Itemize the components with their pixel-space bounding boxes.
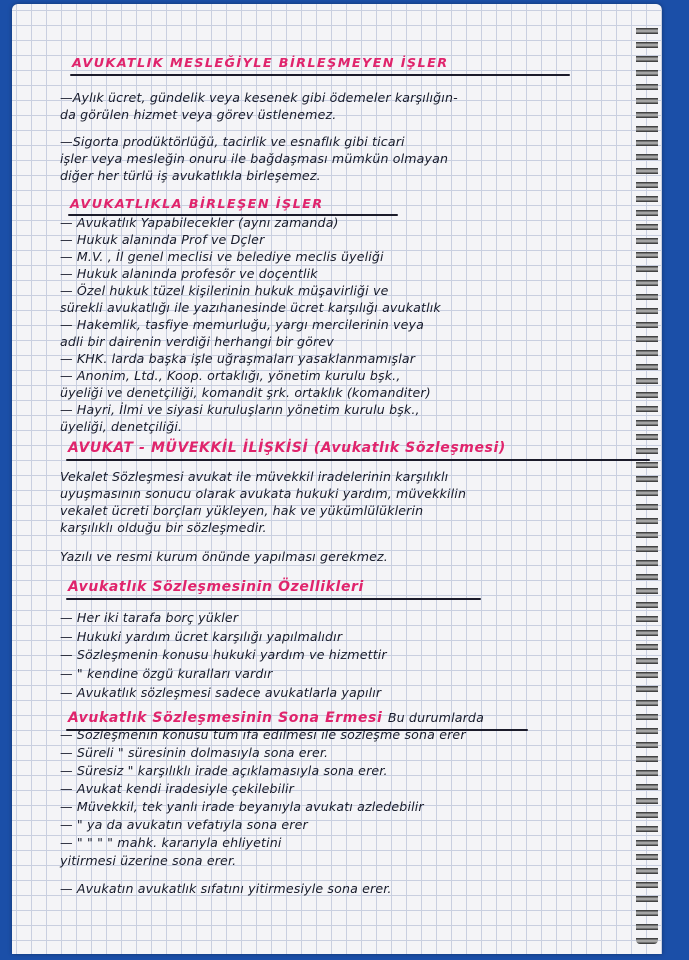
heading-underline xyxy=(70,74,570,76)
text-line: — Avukatın avukatlık sıfatını yitirmesiyle sona erer. xyxy=(60,881,392,896)
text-line: da görülen hizmet veya görev üstlenemez. xyxy=(60,107,337,122)
text-line: uyuşmasının sonucu olarak avukata hukuki yardım, müvekkilin xyxy=(60,486,467,501)
text-line: — Sözleşmenin konusu hukuki yardım ve hizmettir xyxy=(60,647,387,662)
text-line: — Hayri, İlmi ve siyasi kuruluşların yönetim kurulu bşk., xyxy=(60,402,420,417)
text-line: üyeliği, denetçiliği. xyxy=(60,419,183,434)
text-line: karşılıklı olduğu bir sözleşmedir. xyxy=(60,520,267,535)
heading-lawyer-client: AVUKAT - MÜVEKKİL İLİŞKİSİ (Avukatlık Sözleşmesi) xyxy=(68,440,506,456)
text-line: — Hukuki yardım ücret karşılığı yapılmalıdır xyxy=(60,629,343,644)
text-line: — Müvekkil, tek yanlı irade beyanıyla avukatı azledebilir xyxy=(60,799,424,814)
text-line: — Sözleşmenin konusu tüm ifa edilmesi ile sözleşme sona erer xyxy=(60,727,466,742)
heading-contract-features: Avukatlık Sözleşmesinin Özellikleri xyxy=(68,579,364,595)
text-line: — Özel hukuk tüzel kişilerinin hukuk müşavirliği ve xyxy=(60,283,389,298)
text-line: — Avukat kendi iradesiyle çekilebilir xyxy=(60,781,294,796)
heading-connectable-jobs: AVUKATLIKLA BİRLEŞEN İŞLER xyxy=(70,197,324,212)
text-line: — Avukatlık sözleşmesi sadece avukatlarla yapılır xyxy=(60,685,382,700)
text-line: yitirmesi üzerine sona erer. xyxy=(60,853,237,868)
text-line: vekalet ücreti borçları yükleyen, hak ve yükümlülüklerin xyxy=(60,503,424,518)
text-line: —Sigorta prodüktörlüğü, tacirlik ve esnaflık gibi ticari xyxy=(60,134,405,149)
text-line: — Hakemlik, tasfiye memurluğu, yargı mercilerinin veya xyxy=(60,317,424,332)
heading-contract-termination xyxy=(68,710,658,726)
text-line: — KHK. larda başka işle uğraşmaları yasaklanmamışlar xyxy=(60,351,416,366)
heading-underline xyxy=(66,459,650,461)
text-line: işler veya mesleğin onuru ile bağdaşması mümkün olmayan xyxy=(60,151,449,166)
text-line: — Süreli " süresinin dolmasıyla sona erer. xyxy=(60,745,329,760)
text-line: — " kendine özgü kuralları vardır xyxy=(60,666,273,681)
text-line: diğer her türlü iş avukatlıkla birleşemez. xyxy=(60,168,321,183)
text-line: — Hukuk alanında profesör ve doçentlik xyxy=(60,266,318,281)
text-line: Yazılı ve resmi kurum önünde yapılması gerekmez. xyxy=(60,549,388,564)
heading-contract-termination-title: Avukatlık Sözleşmesinin Sona Ermesi xyxy=(68,710,383,726)
text-line: — Hukuk alanında Prof ve Dçler xyxy=(60,232,265,247)
heading-underline xyxy=(66,598,481,600)
text-line: sürekli avukatlığı ile yazıhanesinde ücret karşılığı avukatlık xyxy=(60,300,441,315)
text-line: — Anonim, Ltd., Koop. ortaklığı, yönetim kurulu bşk., xyxy=(60,368,401,383)
text-line: — M.V. , İl genel meclisi ve belediye meclis üyeliği xyxy=(60,249,384,264)
text-line: — " ya da avukatın vefatıyla sona erer xyxy=(60,817,308,832)
text-line: — Avukatlık Yapabilecekler (aynı zamanda) xyxy=(60,215,339,230)
text-line: üyeliği ve denetçiliği, komandit şrk. ortaklık (komanditer) xyxy=(60,385,431,400)
heading-unconnectable-jobs: AVUKATLIK MESLEĞİYLE BİRLEŞMEYEN İŞLER xyxy=(72,56,449,71)
text-line: — " " " " mahk. kararıyla ehliyetini xyxy=(60,835,282,850)
text-line: adli bir dairenin verdiği herhangi bir görev xyxy=(60,334,334,349)
text-line: — Her iki tarafa borç yükler xyxy=(60,610,239,625)
heading-inline-note: Bu durumlarda xyxy=(387,710,484,725)
text-line: —Aylık ücret, gündelik veya kesenek gibi ödemeler karşılığın- xyxy=(60,90,458,105)
notebook-page xyxy=(12,4,662,954)
text-line: Vekalet Sözleşmesi avukat ile müvekkil iradelerinin karşılıklı xyxy=(60,469,449,484)
text-line: — Süresiz " karşılıklı irade açıklamasıyla sona erer. xyxy=(60,763,388,778)
